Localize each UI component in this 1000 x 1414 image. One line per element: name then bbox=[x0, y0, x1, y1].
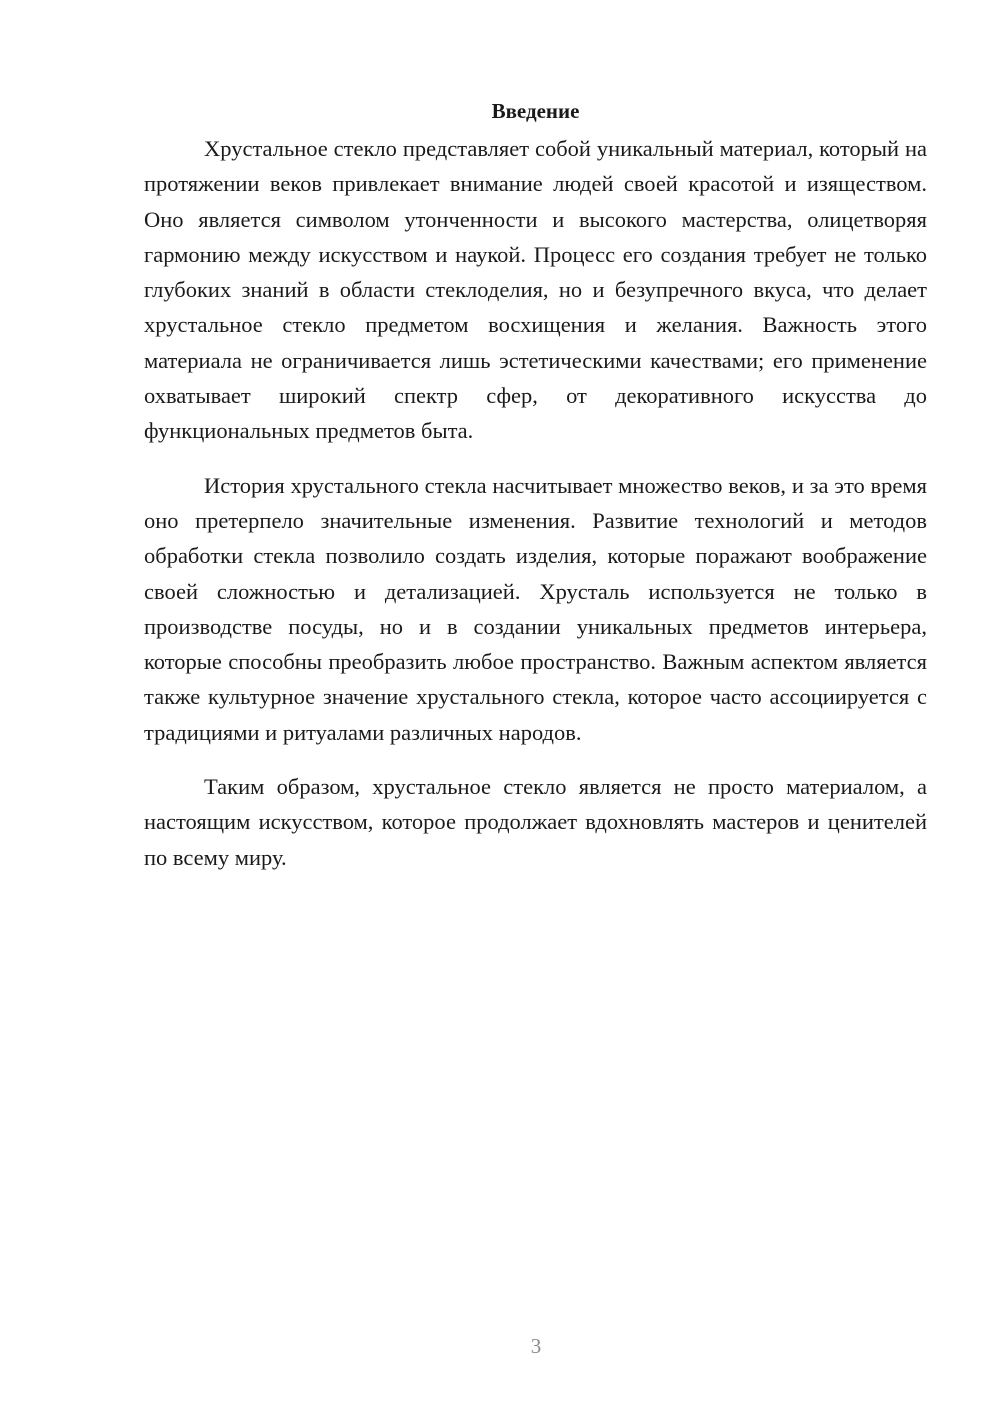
page-content bbox=[144, 96, 927, 894]
paragraph-2: История хрустального стекла насчитывает множество веков, и за это время оно претерпело значительные изменения. Развитие технологий и методов обработки стекла позволило создать изделия, которые поражают воображение своей сложностью и детализацией. Хрусталь используется не только в производстве посуды, но и в создании уникальных предметов интерьера, которые способны преобразить любое пространство. Важным аспектом является также культурное значение хрустального стекла, которое часто ассоциируется с традициями и ритуалами различных народов. bbox=[144, 472, 927, 745]
paragraph-1: Хрустальное стекло представляет собой уникальный материал, который на протяжении веков привлекает внимание людей своей красотой и изяществом. Оно является символом утонченности и высокого мастерства, олицетворяя гармонию между искусством и наукой. Процесс его создания требует не только глубоких знаний в области стеклоделия, но и безупречного вкуса, что делает хрустальное стекло предметом восхищения и желания. Важность этого материала не ограничивается лишь эстетическими качествами; его применение охватывает широкий спектр сфер, от декоративного искусства до функциональных предметов быта. bbox=[144, 136, 927, 444]
page-number: 3 bbox=[530, 1334, 542, 1358]
section-heading: Введение bbox=[491, 99, 580, 123]
paragraph-3: Таким образом, хрустальное стекло является не просто материалом, а настоящим искусством, которое продолжает вдохновлять мастеров и ценителей по всему миру. bbox=[144, 774, 927, 870]
